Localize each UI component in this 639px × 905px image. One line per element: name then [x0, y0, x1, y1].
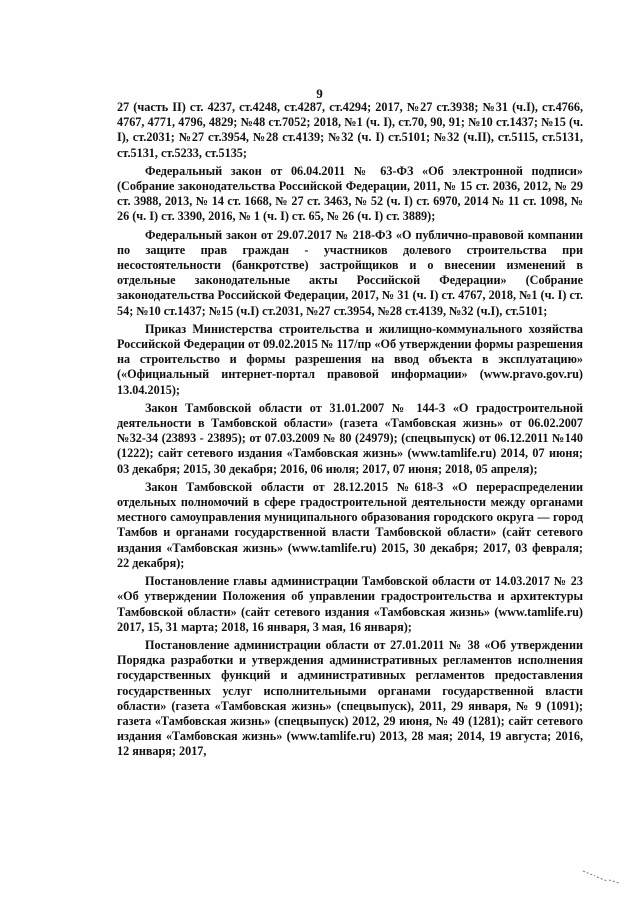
paragraph-governor-decree-23: Постановление главы администрации Тамбовской области от 14.03.2017 № 23 «Об утверждении Положения об управлении градостроительства и архитектуры Тамбовской области» (сайт сетевого издания «Тамбовская жизнь» (www.tamlife.ru) 2017, 15, 31 марта; 2018, 16 января, 3 мая, 16 января);: [117, 574, 583, 634]
paragraph-administration-decree-38: Постановление администрации области от 27.01.2011 № 38 «Об утверждении Порядка разработки и утверждения административных регламентов исполнения государственных функций и административных регламентов предоставления государственных услуг исполнительными органами государственной власти области» (газета «Тамбовская жизнь» (спецвыпуск), 2011, 29 января, № 9 (1091); газета «Тамбовская жизнь» (спецвыпуск) 2012, 29 июня, № 49 (1281); сайт сетевого издания «Тамбовская жизнь» (www.tamlife.ru) 2013, 28 мая; 2014, 19 августа; 2016, 12 января; 2017,: [117, 637, 583, 759]
paragraph-tambov-law-144: Закон Тамбовской области от 31.01.2007 № 144-З «О градостроительной деятельности в Тамбовской области» (газета «Тамбовская жизнь» от 06.02.2007 №32-34 (23893 - 23895); от 07.03.2009 № 80 (24979); (спецвыпуск) от 06.12.2011 №140 (1222); сайт сетевого издания «Тамбовская жизнь» (www.tamlife.ru) 2014, 07 июня; 03 декабря; 2015, 30 декабря; 2016, 06 июля; 2017, 07 июня; 2018, 05 апреля);: [117, 400, 583, 476]
paragraph-federal-law-218: Федеральный закон от 29.07.2017 № 218-ФЗ «О публично-правовой компании по защите прав граждан - участников долевого строительства при несостоятельности (банкротстве) застройщиков и о внесении изменений в отдельные законодательные акты Российской Федерации» (Собрание законодательства Российской Федерации, 2017, № 31 (ч. I) ст. 4767, 2018, №1 (ч. I) ст. 54; №10 ст.1437; №15 (ч.I) ст.2031, №27 ст.3954, №28 ст.4139, №32 (ч.I), ст.5101;: [117, 227, 583, 318]
scan-mark: [581, 867, 621, 885]
page-number: 9: [316, 86, 323, 101]
paragraph-federal-law-63: Федеральный закон от 06.04.2011 № 63-ФЗ «Об электронной подписи» (Собрание законодательства Российской Федерации, 2011, № 15 ст. 2036, 2012, № 29 ст. 3988, 2013, № 14 ст. 1668, № 27 ст. 3463, № 52 (ч. I) ст. 6970, 2014 № 11 ст. 1098, № 26 (ч. I) ст. 3390, 2016, № 1 (ч. I) ст. 65, № 26 (ч. I) ст. 3889);: [117, 163, 583, 224]
paragraph-ministry-order-117: Приказ Министерства строительства и жилищно-коммунального хозяйства Российской Федерации от 09.02.2015 № 117/пр «Об утверждении формы разрешения на строительство и формы разрешения на ввод объекта в эксплуатацию» («Официальный интернет-портал правовой информации» (www.pravo.gov.ru) 13.04.2015);: [117, 321, 583, 397]
paragraph-continuation: 27 (часть II) ст. 4237, ст.4248, ст.4287, ст.4294; 2017, №27 ст.3938; №31 (ч.I), ст.4766, 4767, 4771, 4796, 4829; №48 ст.7052; 2018, №1 (ч. I), ст.70, 90, 91; №10 ст.1437; №15 (ч. I), ст.2031; №27 ст.3954, №28 ст.4139; №32 (ч. I) ст.5101; №32 (ч.II), ст.5115, ст.5131, ст.5131, ст.5233, ст.5135;: [117, 100, 583, 160]
document-body: [117, 100, 583, 763]
paragraph-tambov-law-618: Закон Тамбовской области от 28.12.2015 №618-З «О перераспределении отдельных полномочий в сфере градостроительной деятельности между органами местного самоуправления муниципального образования городского округа — город Тамбов и органами государственной власти Тамбовской области» (сайт сетевого издания «Тамбовская жизнь» (www.tamlife.ru) 2015, 30 декабря; 2017, 03 февраля; 22 декабря);: [117, 479, 583, 570]
